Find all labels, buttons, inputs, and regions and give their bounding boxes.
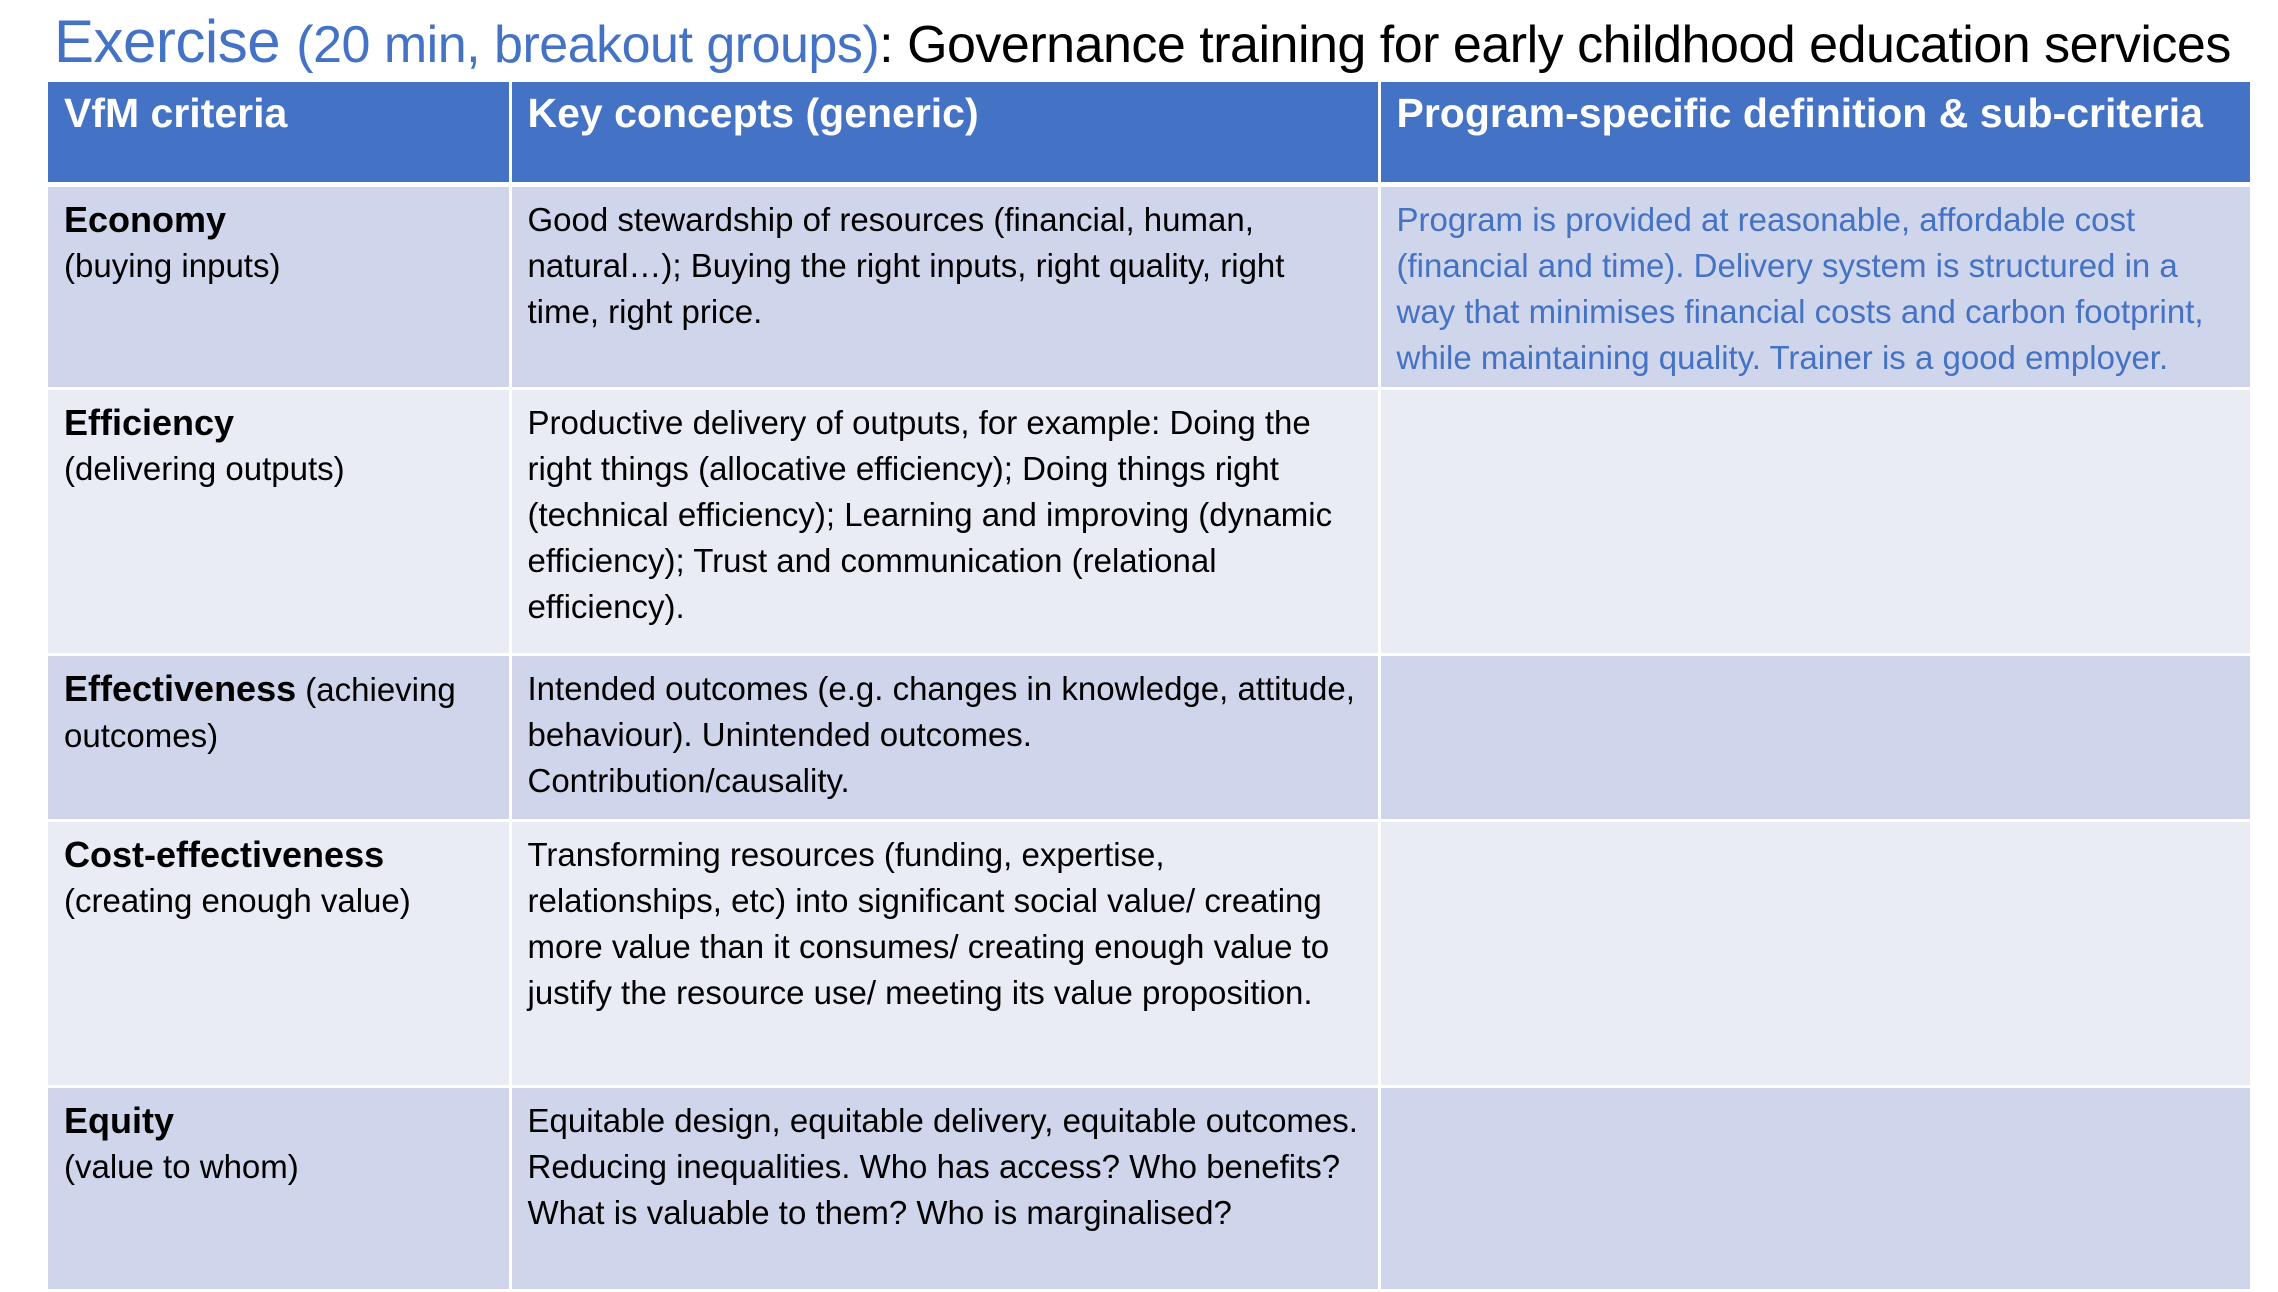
- criteria-subtitle: (creating enough value): [64, 881, 411, 919]
- criteria-name: Cost-effectiveness: [64, 833, 385, 875]
- table-row-cost-effectiveness: [48, 820, 2250, 1086]
- criteria-subtitle: (delivering outputs): [64, 449, 345, 487]
- criteria-cell: [48, 654, 510, 820]
- table-row-equity: [48, 1086, 2250, 1290]
- program-definition-cell[interactable]: Program is provided at reasonable, affordable cost (financial and time). Delivery system is structured in a way that minimises financial costs and carbon footprint, while maintaining quality. Trainer is a good employer.: [1379, 184, 2250, 388]
- table-row-efficiency: [48, 388, 2250, 654]
- header-key-concepts: Key concepts (generic): [510, 82, 1379, 184]
- concepts-cell: Transforming resources (funding, expertise, relationships, etc) into significant social value/ creating more value than it consumes/ creating enough value to justify the resource use/ meeting its value proposition.: [510, 820, 1379, 1086]
- criteria-name: Efficiency: [64, 401, 235, 443]
- slide-title: [54, 6, 2231, 81]
- header-vfm-criteria: VfM criteria: [48, 82, 510, 184]
- title-exercise: Exercise: [54, 8, 281, 75]
- program-definition-cell[interactable]: [1379, 1086, 2250, 1290]
- criteria-cell: [48, 820, 510, 1086]
- criteria-cell: [48, 388, 510, 654]
- criteria-name: Effectiveness: [64, 667, 297, 709]
- title-topic: : Governance training for early childhood education services: [879, 16, 2231, 74]
- program-definition-cell[interactable]: [1379, 654, 2250, 820]
- criteria-name: Equity: [64, 1099, 175, 1141]
- table-row-economy: [48, 184, 2250, 388]
- criteria-subtitle: (value to whom): [64, 1147, 299, 1185]
- concepts-cell: Intended outcomes (e.g. changes in knowledge, attitude, behaviour). Unintended outcomes. Contribution/causality.: [510, 654, 1379, 820]
- criteria-subtitle: (achieving outcomes): [64, 670, 456, 754]
- criteria-subtitle: (buying inputs): [64, 246, 281, 284]
- program-definition-cell[interactable]: [1379, 388, 2250, 654]
- concepts-cell: Productive delivery of outputs, for example: Doing the right things (allocative efficiency); Doing things right (technical efficiency); Learning and improving (dynamic efficiency); Trust and communication (relational efficiency).: [510, 388, 1379, 654]
- criteria-cell: [48, 1086, 510, 1290]
- title-duration: (20 min, breakout groups): [296, 16, 880, 74]
- concepts-cell: Equitable design, equitable delivery, equitable outcomes. Reducing inequalities. Who has access? Who benefits? What is valuable to them? Who is marginalised?: [510, 1086, 1379, 1290]
- concepts-cell: Good stewardship of resources (financial, human, natural…); Buying the right inputs, right quality, right time, right price.: [510, 184, 1379, 388]
- criteria-cell: [48, 184, 510, 388]
- table-header-row: [48, 82, 2250, 184]
- header-program-definition: Program-specific definition & sub-criteria: [1379, 82, 2250, 184]
- program-definition-cell[interactable]: [1379, 820, 2250, 1086]
- table-row-effectiveness: [48, 654, 2250, 820]
- criteria-name: Economy: [64, 198, 227, 240]
- vfm-criteria-table: [48, 82, 2250, 1292]
